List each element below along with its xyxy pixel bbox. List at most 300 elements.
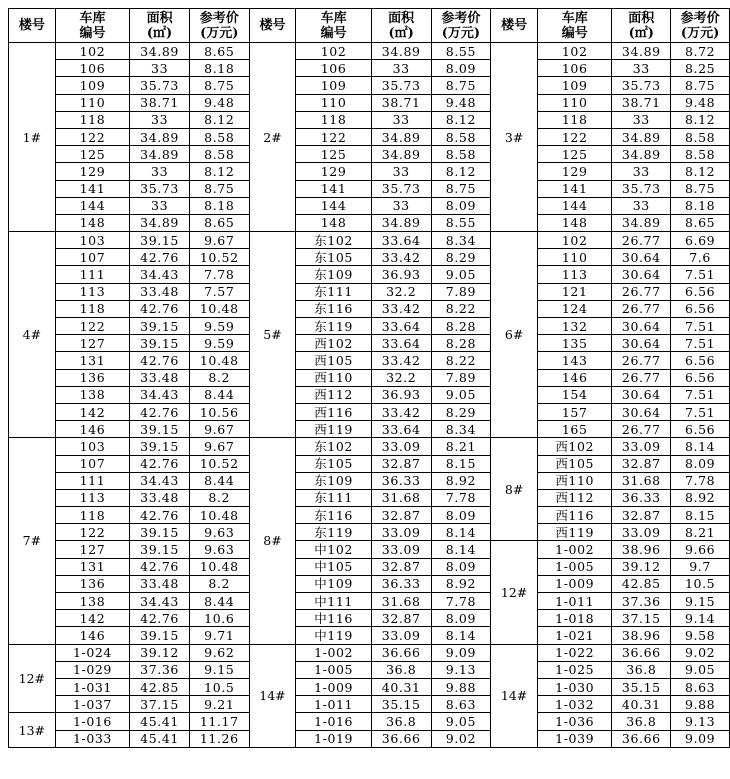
area-cell: 42.76 [130,610,190,627]
garage-no-cell: 东105 [296,249,371,266]
garage-no-cell: 西116 [537,507,612,524]
garage-no-cell: 109 [55,77,130,94]
building-cell: 3# [491,43,538,232]
garage-no-cell: 1-037 [55,696,130,713]
table-row [9,627,730,644]
header-garage-no-line2: 编号 [561,25,588,41]
table-row [9,403,730,420]
header-garage-no-line1: 车库 [561,10,588,26]
area-cell: 36.33 [612,489,671,506]
garage-no-cell: 109 [537,77,612,94]
table-row [9,146,730,163]
garage-no-cell: 136 [55,575,130,592]
garage-no-cell: 122 [296,128,371,145]
table-row [9,610,730,627]
garage-no-cell: 148 [55,214,130,231]
area-cell: 42.76 [130,403,190,420]
area-cell: 39.15 [130,627,190,644]
price-cell: 8.09 [431,60,491,77]
price-cell: 8.14 [671,438,730,455]
building-cell: 14# [491,644,538,747]
price-cell: 9.15 [671,593,730,610]
price-cell: 8.15 [671,507,730,524]
price-cell: 8.12 [671,111,730,128]
area-cell: 32.87 [612,455,671,472]
garage-no-cell: 125 [296,146,371,163]
table-row [9,232,730,249]
price-cell: 10.48 [189,300,249,317]
area-cell: 42.76 [130,300,190,317]
garage-no-cell: 107 [55,249,130,266]
area-cell: 37.36 [130,661,190,678]
price-cell: 9.67 [189,438,249,455]
building-cell: 7# [9,438,56,644]
price-cell: 8.18 [189,60,249,77]
area-cell: 32.2 [371,283,431,300]
area-cell: 36.8 [612,713,671,730]
garage-no-cell: 124 [537,300,612,317]
header-garage-no [55,9,130,43]
table-row [9,541,730,558]
garage-no-cell: 西102 [537,438,612,455]
garage-no-cell: 1-005 [537,558,612,575]
price-cell: 10.48 [189,558,249,575]
price-cell: 8.21 [431,438,491,455]
price-cell: 9.14 [671,610,730,627]
table-row [9,94,730,111]
table-row [9,77,730,94]
garage-no-cell: 103 [55,232,130,249]
price-cell: 10.5 [189,678,249,695]
garage-no-cell: 东105 [296,455,371,472]
area-cell: 26.77 [612,352,671,369]
table-row [9,283,730,300]
header-area [371,9,431,43]
garage-no-cell: 122 [537,128,612,145]
table-row [9,180,730,197]
header-price-line2: (万元) [200,25,239,41]
price-cell: 11.17 [189,713,249,730]
garage-no-cell: 118 [296,111,371,128]
table-row [9,558,730,575]
area-cell: 30.64 [612,266,671,283]
area-cell: 35.15 [612,678,671,695]
price-cell: 9.67 [189,421,249,438]
garage-no-cell: 1-032 [537,696,612,713]
area-cell: 39.12 [612,558,671,575]
area-cell: 36.66 [612,644,671,661]
area-cell: 39.15 [130,524,190,541]
price-cell: 7.51 [671,335,730,352]
garage-no-cell: 西105 [537,455,612,472]
area-cell: 33 [130,60,190,77]
price-cell: 6.56 [671,300,730,317]
price-cell: 8.12 [671,163,730,180]
area-cell: 33.42 [371,403,431,420]
table-row [9,507,730,524]
table-row [9,386,730,403]
price-cell: 8.34 [431,421,491,438]
price-cell: 7.51 [671,266,730,283]
garage-no-cell: 1-036 [537,713,612,730]
garage-no-cell: 113 [55,489,130,506]
garage-no-cell: 146 [55,627,130,644]
price-cell: 8.25 [671,60,730,77]
price-cell: 8.2 [189,369,249,386]
garage-no-cell: 118 [55,300,130,317]
price-cell: 8.09 [431,197,491,214]
price-cell: 9.15 [189,661,249,678]
garage-no-cell: 136 [55,369,130,386]
price-cell: 9.48 [189,94,249,111]
header-price [189,9,249,43]
area-cell: 33.42 [371,352,431,369]
price-cell: 10.5 [671,575,730,592]
table-body [9,43,730,748]
garage-no-cell: 1-025 [537,661,612,678]
area-cell: 34.89 [612,214,671,231]
garage-no-cell: 113 [537,266,612,283]
garage-no-cell: 1-016 [296,713,371,730]
area-cell: 38.71 [371,94,431,111]
garage-no-cell: 118 [55,111,130,128]
garage-no-cell: 1-024 [55,644,130,661]
area-cell: 32.87 [371,558,431,575]
header-building: 楼号 [249,9,296,43]
garage-no-cell: 109 [296,77,371,94]
area-cell: 36.33 [371,575,431,592]
price-cell: 9.71 [189,627,249,644]
price-cell: 9.21 [189,696,249,713]
garage-no-cell: 东109 [296,472,371,489]
area-cell: 42.76 [130,507,190,524]
area-cell: 34.43 [130,386,190,403]
garage-no-cell: 106 [537,60,612,77]
table-row [9,60,730,77]
area-cell: 33 [612,197,671,214]
area-cell: 33 [130,197,190,214]
area-cell: 38.96 [612,541,671,558]
price-cell: 9.48 [671,94,730,111]
header-garage-no-line2: 编号 [79,25,106,41]
price-cell: 9.13 [431,661,491,678]
area-cell: 36.66 [612,730,671,747]
header-price-line2: (万元) [680,25,720,41]
price-cell: 9.09 [431,644,491,661]
area-cell: 42.85 [612,575,671,592]
garage-no-cell: 东119 [296,318,371,335]
area-cell: 32.87 [371,507,431,524]
building-cell: 13# [9,713,56,747]
area-cell: 34.89 [371,43,431,60]
price-cell: 9.63 [189,541,249,558]
garage-no-cell: 1-009 [296,678,371,695]
building-cell: 8# [249,438,296,644]
garage-no-cell: 118 [55,507,130,524]
price-cell: 9.62 [189,644,249,661]
area-cell: 33.64 [371,318,431,335]
garage-no-cell: 1-019 [296,730,371,747]
garage-no-cell: 102 [55,43,130,60]
price-cell: 10.6 [189,610,249,627]
price-cell: 7.6 [671,249,730,266]
garage-no-cell: 127 [55,335,130,352]
garage-no-cell: 143 [537,352,612,369]
garage-no-cell: 165 [537,421,612,438]
area-cell: 33.09 [612,524,671,541]
price-cell: 9.48 [431,94,491,111]
header-garage-no-line2: 编号 [320,25,347,41]
header-garage-no [296,9,371,43]
area-cell: 38.71 [612,94,671,111]
garage-no-cell: 东116 [296,507,371,524]
price-cell: 8.58 [671,146,730,163]
header-garage-no-line1: 车库 [79,10,106,26]
price-cell: 8.29 [431,403,491,420]
garage-no-cell: 129 [55,163,130,180]
area-cell: 33.64 [371,335,431,352]
price-cell: 6.56 [671,369,730,386]
price-cell: 10.52 [189,249,249,266]
price-cell: 9.88 [431,678,491,695]
garage-no-cell: 1-009 [537,575,612,592]
area-cell: 42.76 [130,455,190,472]
price-cell: 8.58 [671,128,730,145]
garage-no-cell: 103 [55,438,130,455]
area-cell: 33 [130,163,190,180]
area-cell: 30.64 [612,403,671,420]
price-cell: 9.59 [189,318,249,335]
table-row [9,352,730,369]
building-cell: 12# [491,541,538,644]
area-cell: 42.76 [130,249,190,266]
area-cell: 34.89 [371,128,431,145]
garage-no-cell: 1-005 [296,661,371,678]
price-cell: 8.58 [189,128,249,145]
price-cell: 7.51 [671,403,730,420]
garage-no-cell: 1-029 [55,661,130,678]
price-cell: 7.78 [431,593,491,610]
header-price [431,9,491,43]
price-cell: 9.58 [671,627,730,644]
area-cell: 39.15 [130,421,190,438]
table-row [9,300,730,317]
garage-no-cell: 西105 [296,352,371,369]
area-cell: 33.48 [130,369,190,386]
table-row [9,111,730,128]
price-cell: 8.09 [431,507,491,524]
area-cell: 26.77 [612,232,671,249]
price-cell: 8.92 [431,575,491,592]
garage-no-cell: 中119 [296,627,371,644]
area-cell: 34.89 [612,146,671,163]
price-cell: 8.75 [671,180,730,197]
price-cell: 9.05 [671,661,730,678]
price-cell: 8.14 [431,524,491,541]
area-cell: 33.09 [612,438,671,455]
price-cell: 8.65 [189,43,249,60]
price-cell: 6.69 [671,232,730,249]
area-cell: 42.76 [130,558,190,575]
garage-no-cell: 107 [55,455,130,472]
price-cell: 8.75 [671,77,730,94]
garage-no-cell: 1-033 [55,730,130,747]
price-cell: 9.13 [671,713,730,730]
price-cell: 8.29 [431,249,491,266]
garage-no-cell: 125 [537,146,612,163]
garage-no-cell: 144 [55,197,130,214]
garage-no-cell: 东119 [296,524,371,541]
area-cell: 30.64 [612,335,671,352]
table-row [9,593,730,610]
area-cell: 36.8 [371,713,431,730]
area-cell: 36.93 [371,266,431,283]
garage-no-cell: 东111 [296,489,371,506]
area-cell: 35.73 [612,180,671,197]
price-cell: 8.75 [189,77,249,94]
garage-no-cell: 154 [537,386,612,403]
area-cell: 38.71 [130,94,190,111]
garage-no-cell: 129 [537,163,612,180]
price-cell: 11.26 [189,730,249,747]
price-cell: 6.56 [671,352,730,369]
price-cell: 8.75 [431,180,491,197]
price-cell: 8.15 [431,455,491,472]
price-cell: 8.63 [431,696,491,713]
area-cell: 33 [130,111,190,128]
area-cell: 33 [612,60,671,77]
area-cell: 34.89 [612,43,671,60]
price-cell: 8.65 [671,214,730,231]
area-cell: 33.64 [371,232,431,249]
garage-no-cell: 122 [55,128,130,145]
garage-no-cell: 138 [55,386,130,403]
price-cell: 8.12 [431,111,491,128]
building-cell: 14# [249,644,296,747]
area-cell: 26.77 [612,421,671,438]
garage-no-cell: 1-011 [296,696,371,713]
price-cell: 8.22 [431,300,491,317]
garage-no-cell: 110 [537,94,612,111]
garage-no-cell: 122 [55,524,130,541]
garage-no-cell: 157 [537,403,612,420]
garage-price-table [8,8,730,748]
area-cell: 33.48 [130,489,190,506]
price-cell: 9.63 [189,524,249,541]
garage-no-cell: 131 [55,558,130,575]
building-cell: 5# [249,232,296,438]
area-cell: 39.15 [130,335,190,352]
area-cell: 37.15 [612,610,671,627]
header-garage-no-line1: 车库 [320,10,347,26]
area-cell: 34.89 [371,146,431,163]
garage-no-cell: 西112 [537,489,612,506]
garage-no-cell: 121 [537,283,612,300]
table-row [9,524,730,541]
area-cell: 38.96 [612,627,671,644]
area-cell: 42.85 [130,678,190,695]
price-cell: 7.57 [189,283,249,300]
garage-no-cell: 西110 [537,472,612,489]
area-cell: 36.8 [371,661,431,678]
garage-no-cell: 中105 [296,558,371,575]
area-cell: 35.73 [130,180,190,197]
table-row [9,43,730,60]
area-cell: 33 [371,111,431,128]
area-cell: 31.68 [612,472,671,489]
garage-no-cell: 146 [537,369,612,386]
garage-no-cell: 1-022 [537,644,612,661]
price-cell: 9.7 [671,558,730,575]
price-cell: 8.55 [431,214,491,231]
garage-no-cell: 中116 [296,610,371,627]
header-price [671,9,730,43]
price-cell: 8.58 [189,146,249,163]
price-cell: 7.78 [189,266,249,283]
header-price-line1: 参考价 [199,10,239,26]
area-cell: 35.15 [371,696,431,713]
building-cell: 8# [491,438,538,541]
garage-no-cell: 127 [55,541,130,558]
area-cell: 26.77 [612,300,671,317]
area-cell: 35.73 [371,180,431,197]
price-cell: 8.72 [671,43,730,60]
garage-no-cell: 132 [537,318,612,335]
price-cell: 10.48 [189,352,249,369]
price-cell: 8.18 [671,197,730,214]
table-row [9,214,730,231]
area-cell: 34.89 [130,146,190,163]
area-cell: 33.09 [371,438,431,455]
price-cell: 9.66 [671,541,730,558]
garage-no-cell: 东111 [296,283,371,300]
price-cell: 10.48 [189,507,249,524]
area-cell: 34.89 [130,214,190,231]
garage-no-cell: 西102 [296,335,371,352]
area-cell: 31.68 [371,489,431,506]
price-cell: 8.09 [671,455,730,472]
garage-no-cell: 148 [537,214,612,231]
header-building: 楼号 [491,9,538,43]
area-cell: 33 [371,163,431,180]
garage-no-cell: 142 [55,610,130,627]
table-row [9,644,730,661]
area-cell: 33.48 [130,575,190,592]
area-cell: 39.15 [130,541,190,558]
garage-no-cell: 129 [296,163,371,180]
building-cell: 6# [491,232,538,438]
garage-no-cell: 1-002 [537,541,612,558]
area-cell: 33 [612,111,671,128]
area-cell: 34.43 [130,593,190,610]
garage-no-cell: 138 [55,593,130,610]
area-cell: 33 [612,163,671,180]
garage-no-cell: 111 [55,472,130,489]
area-cell: 40.31 [371,678,431,695]
area-cell: 33.09 [371,541,431,558]
price-cell: 8.22 [431,352,491,369]
area-cell: 45.41 [130,730,190,747]
area-cell: 32.87 [612,507,671,524]
garage-no-cell: 148 [296,214,371,231]
area-cell: 30.64 [612,318,671,335]
area-cell: 34.89 [130,43,190,60]
header-price-line1: 参考价 [441,10,481,26]
area-cell: 34.43 [130,472,190,489]
table-row [9,197,730,214]
area-cell: 45.41 [130,713,190,730]
price-cell: 8.2 [189,575,249,592]
